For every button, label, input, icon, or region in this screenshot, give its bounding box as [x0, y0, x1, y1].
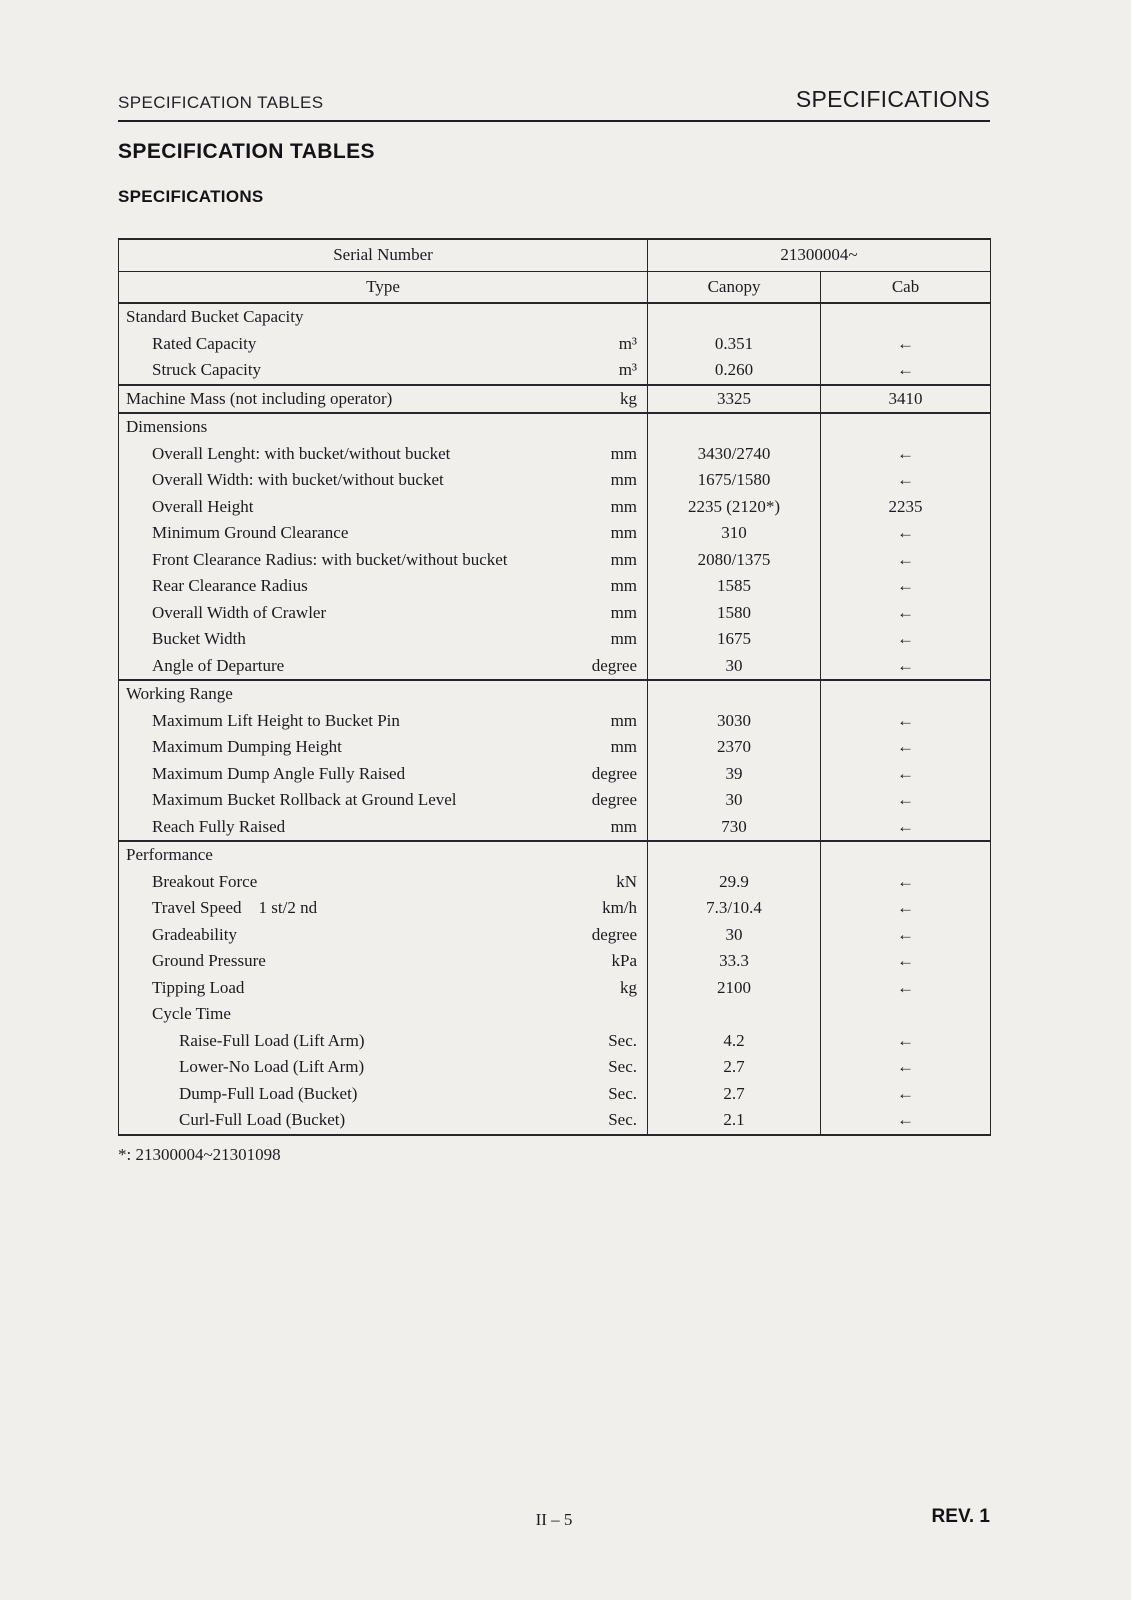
row-label: Curl-Full Load (Bucket)	[179, 1110, 346, 1129]
table-row	[119, 734, 991, 761]
row-value-canopy	[648, 413, 821, 441]
row-value-canopy: 0.260	[648, 357, 821, 385]
row-value-cab	[821, 413, 991, 441]
row-label: Rated Capacity	[152, 333, 257, 353]
row-value-cab: ←	[821, 761, 991, 788]
table-row	[119, 869, 991, 896]
row-value-canopy: 1675	[648, 626, 821, 653]
table-row	[119, 331, 991, 358]
table-row	[119, 600, 991, 627]
row-value-cab: ←	[821, 869, 991, 896]
row-unit: mm	[610, 710, 638, 730]
row-value-cab: ←	[821, 653, 991, 681]
table-row	[119, 708, 991, 735]
row-label: Travel Speed 1 st/2 nd	[152, 898, 318, 917]
row-label: Maximum Dump Angle Fully Raised	[152, 763, 406, 783]
row-unit: mm	[610, 576, 638, 595]
row-label: Ground Pressure	[152, 951, 266, 970]
table-row	[119, 761, 991, 788]
row-unit: m³	[618, 333, 638, 353]
row-label: Maximum Dumping Height	[152, 737, 342, 756]
serial-number-row	[119, 239, 991, 271]
row-unit: Sec.	[608, 1110, 638, 1129]
row-label: Standard Bucket Capacity	[126, 307, 304, 326]
row-value-canopy: 310	[648, 520, 821, 547]
running-head-right: SPECIFICATIONS	[795, 86, 990, 112]
row-value-cab: ←	[821, 922, 991, 949]
row-value-cab: ←	[821, 547, 991, 574]
row-label: Front Clearance Radius: with bucket/without bucket	[152, 549, 508, 569]
row-value-canopy	[648, 680, 821, 708]
row-value-cab	[821, 303, 991, 331]
row-value-canopy: 2.7	[648, 1081, 821, 1108]
row-value-cab	[821, 841, 991, 869]
table-row	[119, 357, 991, 385]
row-unit	[539, 1001, 648, 1028]
running-head	[118, 86, 990, 122]
row-label: Rear Clearance Radius	[152, 576, 308, 595]
row-unit: kg	[539, 385, 648, 414]
row-label: Dump-Full Load (Bucket)	[179, 1083, 358, 1103]
row-value-cab: ←	[821, 1107, 991, 1135]
table-row	[119, 680, 991, 708]
row-label: Maximum Lift Height to Bucket Pin	[152, 710, 400, 730]
row-value-canopy: 0.351	[648, 331, 821, 358]
row-unit: mm	[610, 496, 638, 516]
row-unit	[539, 413, 648, 441]
row-value-canopy: 33.3	[648, 948, 821, 975]
row-value-cab: ←	[821, 948, 991, 975]
row-value-canopy: 7.3/10.4	[648, 895, 821, 922]
row-value-canopy: 30	[648, 922, 821, 949]
row-value-cab: ←	[821, 467, 991, 494]
row-unit: kg	[620, 977, 638, 997]
table-row	[119, 922, 991, 949]
row-value-canopy: 1585	[648, 573, 821, 600]
row-label: Maximum Bucket Rollback at Ground Level	[152, 790, 457, 809]
row-value-cab: ←	[821, 600, 991, 627]
row-unit: degree	[591, 790, 638, 809]
row-value-canopy: 730	[648, 814, 821, 842]
table-row	[119, 814, 991, 842]
row-value-canopy: 2080/1375	[648, 547, 821, 574]
row-unit	[539, 303, 648, 331]
row-value-canopy: 30	[648, 653, 821, 681]
table-row	[119, 1001, 991, 1028]
table-row	[119, 948, 991, 975]
row-label: Dimensions	[119, 413, 539, 441]
table-row	[119, 385, 991, 414]
row-unit: degree	[591, 655, 638, 675]
row-value-canopy	[648, 303, 821, 331]
table-row	[119, 494, 991, 521]
running-head-left: SPECIFICATION TABLES	[118, 93, 324, 112]
type-header-row	[119, 271, 991, 303]
row-value-canopy: 2.1	[648, 1107, 821, 1135]
row-value-cab: 2235	[821, 494, 991, 521]
row-value-canopy: 2.7	[648, 1054, 821, 1081]
section-title: SPECIFICATIONS	[118, 187, 264, 206]
table-row	[119, 1054, 991, 1081]
table-row	[119, 1028, 991, 1055]
table-row	[119, 895, 991, 922]
row-unit: mm	[610, 629, 638, 648]
row-unit: degree	[591, 763, 638, 783]
row-value-canopy: 39	[648, 761, 821, 788]
row-value-cab: ←	[821, 441, 991, 468]
row-label: Tipping Load	[152, 977, 245, 997]
row-value-cab: ←	[821, 1028, 991, 1055]
type-label: Type	[119, 271, 648, 303]
row-value-cab: ←	[821, 814, 991, 842]
row-unit: mm	[610, 523, 638, 542]
row-unit: degree	[591, 924, 638, 944]
table-row	[119, 653, 991, 681]
table-row	[119, 441, 991, 468]
row-value-cab: ←	[821, 895, 991, 922]
row-value-canopy	[648, 1001, 821, 1028]
row-value-cab: ←	[821, 787, 991, 814]
row-label: Machine Mass (not including operator)	[119, 385, 539, 414]
table-row	[119, 303, 991, 331]
row-value-cab: ←	[821, 520, 991, 547]
table-row	[119, 573, 991, 600]
page-number: II – 5	[535, 1510, 573, 1529]
row-value-canopy: 2100	[648, 975, 821, 1002]
table-row	[119, 1081, 991, 1108]
row-label: Overall Height	[152, 496, 254, 516]
row-unit: Sec.	[608, 1030, 638, 1050]
column-header-cab: Cab	[821, 271, 991, 303]
row-label: Overall Width of Crawler	[152, 602, 327, 622]
row-value-cab: ←	[821, 331, 991, 358]
row-label: Bucket Width	[152, 629, 246, 648]
row-value-cab: ←	[821, 708, 991, 735]
row-unit: mm	[610, 443, 638, 463]
table-row	[119, 626, 991, 653]
specifications-table	[118, 238, 991, 1136]
row-value-canopy: 4.2	[648, 1028, 821, 1055]
table-row	[119, 547, 991, 574]
row-label: Raise-Full Load (Lift Arm)	[179, 1030, 365, 1050]
revision-label: REV. 1	[931, 1506, 990, 1527]
row-value-cab: ←	[821, 573, 991, 600]
row-value-canopy: 3430/2740	[648, 441, 821, 468]
table-row	[119, 975, 991, 1002]
table-row	[119, 1107, 991, 1135]
row-label: Cycle Time	[152, 1004, 231, 1023]
table-row	[119, 841, 991, 869]
row-label: Reach Fully Raised	[152, 816, 286, 836]
row-value-cab: ←	[821, 734, 991, 761]
row-unit: Sec.	[608, 1083, 638, 1103]
row-label: Minimum Ground Clearance	[152, 523, 349, 542]
row-value-canopy: 3030	[648, 708, 821, 735]
row-value-canopy: 1580	[648, 600, 821, 627]
row-label: Overall Lenght: with bucket/without bucket	[152, 443, 451, 463]
row-label: Working Range	[119, 680, 539, 708]
row-value-canopy: 1675/1580	[648, 467, 821, 494]
column-header-canopy: Canopy	[648, 271, 821, 303]
row-value-cab: ←	[821, 626, 991, 653]
row-unit: kN	[616, 871, 638, 891]
row-value-canopy: 29.9	[648, 869, 821, 896]
row-label: Struck Capacity	[152, 360, 262, 379]
page-content	[118, 0, 990, 1165]
row-label: Gradeability	[152, 924, 237, 944]
row-unit: mm	[610, 737, 638, 756]
row-value-canopy: 3325	[648, 385, 821, 414]
table-row	[119, 467, 991, 494]
row-value-cab: ←	[821, 1081, 991, 1108]
row-value-canopy: 30	[648, 787, 821, 814]
row-value-cab: ←	[821, 357, 991, 385]
page-title: SPECIFICATION TABLES	[118, 140, 375, 163]
row-unit: m³	[618, 360, 638, 379]
row-value-canopy	[648, 841, 821, 869]
row-label: Angle of Departure	[152, 655, 285, 675]
table-footnote: *: 21300004~21301098	[118, 1144, 281, 1164]
row-unit: mm	[610, 602, 638, 622]
row-value-canopy: 2370	[648, 734, 821, 761]
row-value-cab	[821, 680, 991, 708]
row-value-cab: 3410	[821, 385, 991, 414]
row-value-cab	[821, 1001, 991, 1028]
table-row	[119, 520, 991, 547]
row-unit: kPa	[611, 951, 638, 970]
row-unit: km/h	[602, 898, 638, 917]
row-label: Overall Width: with bucket/without bucket	[152, 470, 444, 489]
row-unit	[539, 841, 648, 869]
row-label: Performance	[119, 841, 539, 869]
row-label: Lower-No Load (Lift Arm)	[179, 1057, 365, 1076]
serial-number-label: Serial Number	[119, 239, 648, 271]
row-value-canopy: 2235 (2120*)	[648, 494, 821, 521]
row-unit	[539, 680, 648, 708]
row-unit: mm	[610, 549, 638, 569]
row-unit: Sec.	[608, 1057, 638, 1076]
row-label: Breakout Force	[152, 871, 258, 891]
row-value-cab: ←	[821, 975, 991, 1002]
row-unit: mm	[610, 816, 638, 836]
row-unit: mm	[610, 470, 638, 489]
table-row	[119, 787, 991, 814]
serial-number-value: 21300004~	[648, 239, 991, 271]
table-row	[119, 413, 991, 441]
row-value-cab: ←	[821, 1054, 991, 1081]
